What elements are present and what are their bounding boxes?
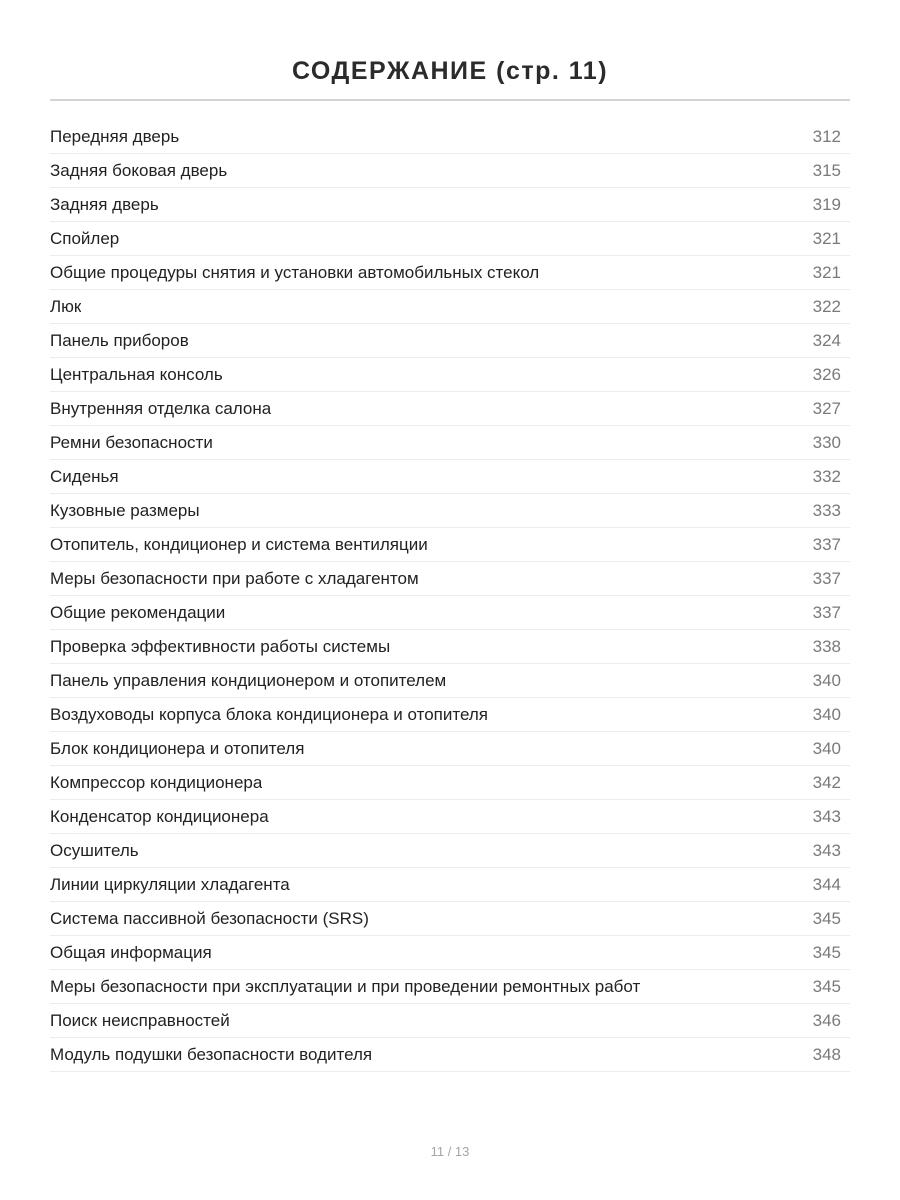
toc-entry-title: Общие процедуры снятия и установки автомобильных стекол	[50, 262, 540, 282]
toc-entry-page-number: 345	[812, 908, 841, 928]
toc-entry-page-number: 337	[812, 534, 841, 554]
toc-entry-page-number: 327	[812, 398, 841, 418]
toc-entry[interactable]	[50, 766, 850, 800]
toc-entry[interactable]	[50, 868, 850, 902]
toc-entry-title: Общие рекомендации	[50, 602, 226, 622]
toc-entry-page-number: 321	[812, 228, 841, 248]
toc-entry-title: Ремни безопасности	[50, 432, 213, 452]
toc-entry[interactable]	[50, 562, 850, 596]
toc-entry[interactable]	[50, 188, 850, 222]
toc-entry-page-number: 315	[812, 160, 841, 180]
toc-entry-title: Сиденья	[50, 466, 119, 486]
toc-entry-page-number: 332	[812, 466, 841, 486]
toc-entry[interactable]	[50, 834, 850, 868]
toc-entry-title: Спойлер	[50, 228, 120, 248]
toc-entry-title: Люк	[50, 296, 82, 316]
toc-entry[interactable]	[50, 256, 850, 290]
toc-entry[interactable]	[50, 426, 850, 460]
toc-entry-title: Кузовные размеры	[50, 500, 200, 520]
toc-entry[interactable]	[50, 800, 850, 834]
toc-entry[interactable]	[50, 698, 850, 732]
toc-entry-title: Блок кондиционера и отопителя	[50, 738, 305, 758]
toc-entry-page-number: 345	[812, 976, 841, 996]
toc-entry-page-number: 340	[812, 704, 841, 724]
toc-entry-title: Модуль подушки безопасности водителя	[50, 1044, 373, 1064]
toc-entry[interactable]	[50, 324, 850, 358]
toc-entry[interactable]	[50, 630, 850, 664]
toc-entry-page-number: 337	[812, 602, 841, 622]
toc-entry-title: Центральная консоль	[50, 364, 223, 384]
toc-entry-title: Общая информация	[50, 942, 212, 962]
toc-entry-page-number: 340	[812, 670, 841, 690]
toc-entry-title: Воздуховоды корпуса блока кондиционера и отопителя	[50, 704, 488, 724]
toc-entry-title: Передняя дверь	[50, 126, 180, 146]
toc-entry-title: Отопитель, кондиционер и система вентиляции	[50, 534, 428, 554]
toc-entry-page-number: 312	[812, 126, 841, 146]
toc-entry-title: Система пассивной безопасности (SRS)	[50, 908, 369, 928]
toc-entry-page-number: 342	[812, 772, 841, 792]
toc-entry-title: Проверка эффективности работы системы	[50, 636, 391, 656]
toc-entry-page-number: 322	[812, 296, 841, 316]
toc-entry-page-number: 337	[812, 568, 841, 588]
toc-entry-page-number: 345	[812, 942, 841, 962]
toc-entry-page-number: 348	[812, 1044, 841, 1064]
toc-entry-title: Меры безопасности при работе с хладагентом	[50, 568, 419, 588]
toc-entry-page-number: 343	[812, 806, 841, 826]
toc-entry[interactable]	[50, 460, 850, 494]
toc-entry-title: Внутренняя отделка салона	[50, 398, 272, 418]
toc-entry-page-number: 326	[812, 364, 841, 384]
toc-entry-page-number: 330	[812, 432, 841, 452]
toc-entry-page-number: 338	[812, 636, 841, 656]
toc-entry-title: Поиск неисправностей	[50, 1010, 230, 1030]
toc-entry-title: Конденсатор кондиционера	[50, 806, 269, 826]
toc-entry[interactable]	[50, 1004, 850, 1038]
toc-entry[interactable]	[50, 358, 850, 392]
toc-entry[interactable]	[50, 902, 850, 936]
toc-entry[interactable]	[50, 732, 850, 766]
toc-entry[interactable]	[50, 664, 850, 698]
toc-entry[interactable]	[50, 1038, 850, 1072]
toc-entry-title: Компрессор кондиционера	[50, 772, 263, 792]
toc-entry-title: Линии циркуляции хладагента	[50, 874, 290, 894]
toc-entry-page-number: 321	[812, 262, 841, 282]
toc-entry[interactable]	[50, 154, 850, 188]
toc-entry-title: Меры безопасности при эксплуатации и при проведении ремонтных работ	[50, 976, 641, 996]
toc-entry-title: Панель приборов	[50, 330, 189, 350]
toc-entry-page-number: 324	[812, 330, 841, 350]
toc-entry-title: Панель управления кондиционером и отопителем	[50, 670, 447, 690]
toc-entry-page-number: 344	[812, 874, 841, 894]
toc-entry[interactable]	[50, 494, 850, 528]
toc-entry[interactable]	[50, 392, 850, 426]
toc-entry[interactable]	[50, 290, 850, 324]
toc-entry[interactable]	[50, 970, 850, 1004]
toc-entry-page-number: 333	[812, 500, 841, 520]
toc-entry-page-number: 346	[812, 1010, 841, 1030]
toc-entry-title: Задняя дверь	[50, 194, 159, 214]
toc-entry-page-number: 340	[812, 738, 841, 758]
toc-entry[interactable]	[50, 528, 850, 562]
pagination-indicator: 11 / 13	[430, 1144, 470, 1159]
title-divider	[50, 99, 850, 101]
toc-list	[50, 120, 850, 1072]
toc-entry[interactable]	[50, 222, 850, 256]
page-title: СОДЕРЖАНИЕ (стр. 11)	[291, 56, 609, 85]
toc-entry-title: Задняя боковая дверь	[50, 160, 228, 180]
toc-entry-page-number: 343	[812, 840, 841, 860]
toc-entry-title: Осушитель	[50, 840, 139, 860]
toc-entry[interactable]	[50, 596, 850, 630]
toc-entry-page-number: 319	[812, 194, 841, 214]
toc-entry[interactable]	[50, 936, 850, 970]
toc-entry[interactable]	[50, 120, 850, 154]
